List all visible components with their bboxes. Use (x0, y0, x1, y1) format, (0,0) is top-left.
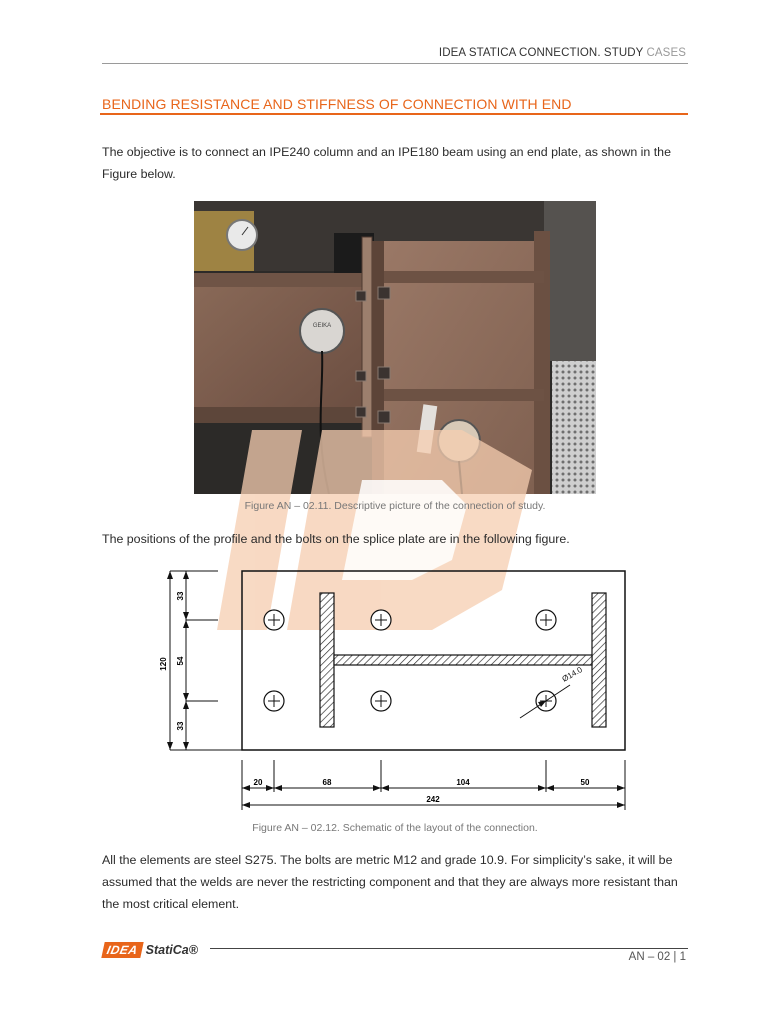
connection-schematic (150, 560, 640, 820)
header-rule (102, 63, 688, 64)
sensor-1 (300, 309, 344, 353)
dim-h-total: 242 (426, 795, 440, 804)
dim-h-4: 50 (580, 778, 590, 787)
paragraph-3: All the elements are steel S275. The bolts are metric M12 and grade 10.9. For simplicity’s sake, it will be assumed that the welds are never the restricting component and that they are always more resistant than the most critical element. (102, 853, 678, 911)
dim-top: 33 (176, 591, 185, 601)
profile-section (320, 593, 606, 727)
figure1-caption: Figure AN – 02.11. Descriptive picture of the connection of study. (244, 500, 546, 512)
header-main: IDEA STATICA CONNECTION. STUDY (438, 47, 644, 59)
dim-h-3: 104 (456, 778, 470, 787)
beam (194, 273, 366, 423)
logo-text: StatiCa® (145, 943, 198, 957)
footer-rule (210, 948, 688, 949)
dim-h-2: 68 (322, 778, 332, 787)
paragraph-2: The positions of the profile and the bolts on the splice plate are in the following figure. (102, 532, 570, 546)
dim-h-1: 20 (253, 778, 263, 787)
perforated-panel (552, 361, 596, 494)
sensor-label: GEIKA (312, 323, 332, 329)
figure2-caption: Figure AN – 02.12. Schematic of the layout of the connection. (252, 822, 538, 834)
idea-statica-logo (103, 941, 198, 959)
running-header (439, 47, 686, 59)
header-light: CASES (643, 47, 686, 59)
intro-paragraph: The objective is to connect an IPE240 column and an IPE180 beam using an end plate, as shown in the Figure below. (102, 145, 671, 181)
dim-bottom: 33 (176, 721, 185, 731)
title-underline (100, 113, 688, 115)
hole-diameter-label: Ø14.0 (560, 665, 584, 684)
dim-middle: 54 (176, 656, 185, 666)
section-title: BENDING RESISTANCE AND STIFFNESS OF CONNECTION WITH END (102, 96, 572, 112)
logo-box: IDEA (101, 942, 143, 958)
dim-total-vertical: 120 (159, 657, 168, 671)
page-number: AN – 02 | 1 (628, 951, 686, 963)
